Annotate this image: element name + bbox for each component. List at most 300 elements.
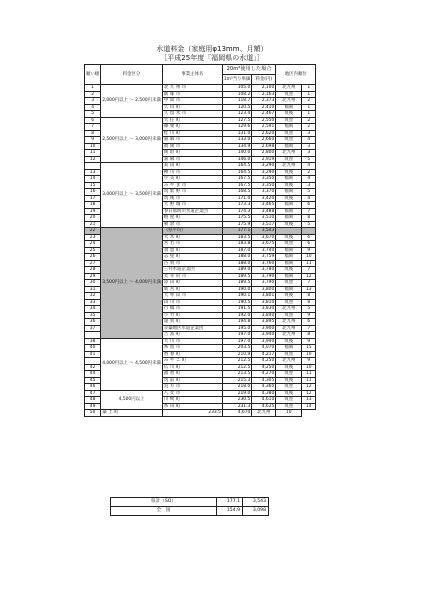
- entity-name-cell: 大野城市: [162, 202, 222, 209]
- fee-cell: 3,801: [252, 293, 276, 300]
- entity-name-cell: 古賀市: [162, 260, 222, 267]
- region-cell: 筑豊: [276, 241, 302, 248]
- entity-name-cell: 大川市: [162, 338, 222, 345]
- region-cell: 筑後: [276, 390, 302, 397]
- unit-price-cell: 231.3: [222, 403, 251, 410]
- entity-name-cell: 三井水道企業団: [162, 267, 222, 274]
- region-cell: 筑後: [276, 111, 302, 118]
- fee-band-cell: 4,000円以上 ～ 4,500円未満: [101, 338, 163, 390]
- unit-price-cell: 187.0: [222, 247, 251, 254]
- unit-price-cell: 131.0: [222, 130, 251, 137]
- entity-name-cell: 行橋市: [162, 306, 222, 313]
- region-cell: 筑豊: [276, 397, 302, 404]
- region-cell: 福岡: [276, 273, 302, 280]
- entity-name-cell: 篠栗町: [162, 124, 222, 131]
- fee-cell: 2,800: [252, 150, 276, 157]
- region-cell: 筑豊: [276, 137, 302, 144]
- unit-price-cell: 189.0: [222, 267, 251, 274]
- rank-cell: 25: [85, 247, 101, 254]
- entity-name-cell: 太宰府市: [162, 273, 222, 280]
- region-rank-cell: 10: [302, 254, 316, 261]
- entity-name-cell: 田川市: [162, 299, 222, 306]
- header-entity: 事業主体名: [162, 65, 222, 85]
- region-rank-cell: 7: [302, 208, 316, 215]
- entity-name-cell: 嘉麻市: [162, 137, 222, 144]
- region-rank-cell: 9: [302, 312, 316, 319]
- rank-cell: 42: [85, 364, 101, 371]
- rank-cell: 45: [85, 377, 101, 384]
- summary-fee-prefecture: 3,543: [243, 498, 269, 507]
- fee-cell: 3,517: [252, 221, 276, 228]
- rank-cell: 35: [85, 312, 101, 319]
- entity-name-cell: 柳川市: [162, 169, 222, 176]
- rank-cell: 48: [85, 397, 101, 404]
- fee-cell: 4,305: [252, 377, 276, 384]
- water-fee-table: [84, 64, 316, 417]
- region-cell: 福岡: [276, 202, 302, 209]
- region-cell: 筑後: [276, 293, 302, 300]
- fee-cell: 3,510: [252, 215, 276, 222]
- entity-name-cell: 香春町: [162, 351, 222, 358]
- unit-price-cell: 190.5: [222, 299, 251, 306]
- region-cell: 筑後: [276, 221, 302, 228]
- region-rank-cell: 12: [302, 273, 316, 280]
- region-cell: 筑豊: [276, 384, 302, 391]
- entity-name-cell: 朝倉市: [162, 221, 222, 228]
- region-cell: 福岡: [276, 215, 302, 222]
- region-cell: 北九州: [276, 163, 302, 170]
- region-rank-cell: 8: [302, 299, 316, 306]
- rank-cell: 49: [85, 403, 101, 410]
- rank-cell: 15: [85, 182, 101, 189]
- region-rank-cell: 3: [302, 130, 316, 137]
- fee-cell: 4,270: [252, 371, 276, 378]
- entity-name-cell: 大牟田市: [162, 293, 222, 300]
- fee-cell: 3,900: [252, 325, 276, 332]
- rank-cell: 38: [85, 338, 101, 345]
- entity-name-cell: 広川町: [162, 364, 222, 371]
- unit-price-cell: 215.3: [222, 377, 251, 384]
- fee-cell: 4,217: [252, 351, 276, 358]
- entity-name-cell: 添田町: [162, 280, 222, 287]
- fee-cell: 2,467: [252, 111, 276, 118]
- entity-name-cell: 八女市: [162, 390, 222, 397]
- entity-name-cell: 北九州市: [162, 85, 222, 92]
- rank-cell: 8: [85, 130, 101, 137]
- fee-cell: 2,660: [252, 137, 276, 144]
- region-rank-cell: 3: [302, 143, 316, 150]
- unit-price-cell: 219.0: [222, 390, 251, 397]
- region-cell: 筑豊: [276, 117, 302, 124]
- region-cell: 筑後: [276, 377, 302, 384]
- unit-price-cell: 171.0: [222, 195, 251, 202]
- entity-name-cell: 桂川町: [162, 130, 222, 137]
- summary-table: [110, 497, 269, 516]
- fee-cell: 3,488: [252, 208, 276, 215]
- region-cell: 筑豊: [276, 91, 302, 98]
- document-subtitle: ［平成25年度「福岡県の水道」］: [160, 54, 264, 62]
- entity-name-cell: （県平均）: [162, 228, 222, 235]
- rank-cell: 17: [85, 195, 101, 202]
- unit-price-cell: 188.0: [222, 254, 251, 261]
- unit-price-cell: 197.0: [222, 332, 251, 339]
- entity-name-cell: 飯塚市: [162, 91, 222, 98]
- entity-name-cell: 糸島市: [162, 345, 222, 352]
- region-cell: 北九州: [276, 98, 302, 105]
- unit-price-cell: 127.5: [222, 117, 251, 124]
- fee-cell: 2,591: [252, 124, 276, 131]
- region-rank-cell: 7: [302, 325, 316, 332]
- region-rank-cell: 10: [302, 351, 316, 358]
- entity-name-cell: みやこ町: [162, 358, 222, 365]
- unit-price-cell: 167.5: [222, 176, 251, 183]
- unit-price-cell: 175.5: [222, 215, 251, 222]
- fee-cell: 4,250: [252, 358, 276, 365]
- region-cell: 福岡: [276, 189, 302, 196]
- region-cell: 筑後: [276, 364, 302, 371]
- region-rank-cell: 12: [302, 390, 316, 397]
- region-rank-cell: 13: [302, 397, 316, 404]
- region-cell: 筑豊: [276, 299, 302, 306]
- region-rank-cell: 8: [302, 293, 316, 300]
- header-rank: 順い順: [85, 65, 101, 85]
- rank-cell: 5: [85, 111, 101, 118]
- rank-cell: 9: [85, 137, 101, 144]
- region-rank-cell: 8: [302, 215, 316, 222]
- rank-cell: 13: [85, 169, 101, 176]
- fee-cell: 3,790: [252, 273, 276, 280]
- unit-price-cell: 134.9: [222, 143, 251, 150]
- region-rank-cell: 1: [302, 104, 316, 111]
- unit-price-cell: 164.5: [222, 163, 251, 170]
- unit-price-cell: 108.2: [222, 91, 251, 98]
- region-rank-cell: 1: [302, 111, 316, 118]
- unit-price-cell: 192.0: [222, 312, 251, 319]
- region-cell: 北九州: [276, 332, 302, 339]
- fee-cell: 3,675: [252, 241, 276, 248]
- fee-cell: 4,070: [252, 345, 276, 352]
- region-cell: 筑豊: [276, 371, 302, 378]
- unit-price-cell: 129.6: [222, 124, 251, 131]
- entity-name-cell: 糸田町: [162, 403, 222, 410]
- region-rank-cell: 2: [302, 117, 316, 124]
- region-rank-cell: 5: [302, 189, 316, 196]
- entity-name-cell: 嘉麻市: [162, 156, 222, 163]
- fee-cell: 3,940: [252, 338, 276, 345]
- rank-cell: 3: [85, 98, 101, 105]
- header-20m3: 20m³使用した場合: [222, 65, 275, 75]
- entity-name-cell: 須恵町: [162, 247, 222, 254]
- unit-price-cell: 164.5: [222, 169, 251, 176]
- region-rank-cell: 9: [302, 247, 316, 254]
- fee-cell: 3,670: [252, 234, 276, 241]
- region-rank-cell: 3: [302, 182, 316, 189]
- unit-price-cell: 210.9: [222, 351, 251, 358]
- unit-price-cell: 168.5: [222, 189, 251, 196]
- region-cell: 筑後: [276, 195, 302, 202]
- unit-price-cell: 120.5: [222, 104, 251, 111]
- fee-cell: 3,290: [252, 169, 276, 176]
- fee-cell: 2,163: [252, 91, 276, 98]
- entity-name-cell: 筑後市: [162, 195, 222, 202]
- rank-cell: 24: [85, 241, 101, 248]
- fee-cell: 4,360: [252, 384, 276, 391]
- region-cell: 福岡: [276, 104, 302, 111]
- fee-cell: 3,465: [252, 202, 276, 209]
- fee-band-cell: 2,000円以上 ～ 2,500円未満: [101, 85, 163, 118]
- region-rank-cell: 12: [302, 384, 316, 391]
- region-cell: 福岡: [276, 208, 302, 215]
- region-cell: 北九州: [252, 410, 276, 417]
- unit-price-cell: 118.7: [222, 98, 251, 105]
- unit-price-cell: 218.0: [222, 384, 251, 391]
- unit-price-cell: 173.3: [222, 202, 251, 209]
- unit-price-cell: 123.4: [222, 111, 251, 118]
- fee-cell: 2,373: [252, 98, 276, 105]
- unit-price-cell: 167.5: [222, 182, 251, 189]
- region-cell: 北九州: [276, 319, 302, 326]
- region-cell: 福岡: [276, 124, 302, 131]
- entity-name-cell: 岡垣町: [162, 150, 222, 157]
- fee-cell: 2,100: [252, 85, 276, 92]
- fee-cell: 3,290: [252, 163, 276, 170]
- rank-cell: 27: [85, 260, 101, 267]
- header-region-rank: 地区内順位: [276, 65, 316, 85]
- entity-name-cell: 大任町: [162, 117, 222, 124]
- rank-cell: 47: [85, 390, 101, 397]
- region-rank-cell: 11: [302, 260, 316, 267]
- region-rank-cell: 14: [302, 403, 316, 410]
- summary-fee-national: 3,098: [243, 507, 269, 516]
- rank-cell: 11: [85, 150, 101, 157]
- region-rank-cell: 2: [302, 98, 316, 105]
- entity-name-cell: 宇美町: [162, 176, 222, 183]
- header-unit-price: 1m³当り単価: [222, 75, 251, 85]
- rank-cell: 2: [85, 91, 101, 98]
- entity-name-cell: 中間市: [162, 98, 222, 105]
- rank-cell: 41: [85, 351, 101, 358]
- region-cell: 北九州: [276, 306, 302, 313]
- region-rank-cell: 9: [302, 358, 316, 365]
- entity-name-cell: 新宮町: [162, 286, 222, 293]
- region-cell: 筑後: [276, 169, 302, 176]
- region-rank-cell: 10: [276, 410, 302, 417]
- region-rank-cell: 13: [302, 286, 316, 293]
- rank-cell: 7: [85, 124, 101, 131]
- region-rank-cell: 5: [302, 306, 316, 313]
- entity-name-cell: 粕屋町: [162, 215, 222, 222]
- region-rank-cell: 11: [302, 371, 316, 378]
- region-cell: 福岡: [276, 260, 302, 267]
- region-cell: 福岡: [276, 286, 302, 293]
- unit-price-cell: 140.0: [222, 150, 251, 157]
- region-rank-cell: 5: [302, 221, 316, 228]
- rank-cell: 30: [85, 280, 101, 287]
- rank-cell: 50: [85, 410, 101, 417]
- region-cell: 北九州: [276, 150, 302, 157]
- unit-price-cell: 183.8: [222, 241, 251, 248]
- entity-name-cell: 直方市: [162, 384, 222, 391]
- region-cell: 筑豊: [276, 312, 302, 319]
- rank-cell: 32: [85, 293, 101, 300]
- rank-cell: 46: [85, 384, 101, 391]
- entity-name-cell: 志免町: [162, 254, 222, 261]
- region-cell: 筑後: [276, 234, 302, 241]
- unit-price-cell: 195.0: [222, 325, 251, 332]
- rank-cell: 33: [85, 299, 101, 306]
- fee-cell: 3,760: [252, 260, 276, 267]
- rank-cell: 28: [85, 267, 101, 274]
- entity-name-cell: 京築地区水道企業団: [162, 325, 222, 332]
- fee-cell: 3,350: [252, 182, 276, 189]
- region-cell: 筑豊: [276, 351, 302, 358]
- unit-price-cell: 189.5: [222, 273, 251, 280]
- fee-cell: 3,800: [252, 286, 276, 293]
- fee-cell: 3,940: [252, 332, 276, 339]
- entity-name-cell: 小竹町: [162, 312, 222, 319]
- rank-cell: 6: [85, 117, 101, 124]
- entity-name-cell: みやま市: [162, 182, 222, 189]
- unit-price-cell: 213.5: [222, 371, 251, 378]
- unit-price-cell: 212.5: [222, 358, 251, 365]
- fee-cell: 2,698: [252, 143, 276, 150]
- region-cell: 筑後: [276, 182, 302, 189]
- fee-band-cell: 2,500円以上 ～ 3,000円未満: [101, 117, 163, 163]
- rank-cell: 20: [85, 215, 101, 222]
- region-cell: 北九州: [276, 358, 302, 365]
- entity-name-cell: 遠賀町: [162, 319, 222, 326]
- header-band: 料金区分: [101, 65, 163, 85]
- region-rank-cell: 3: [302, 150, 316, 157]
- entity-name-cell: 春日那珂川水道企業団: [162, 208, 222, 215]
- fee-cell: 4,670: [222, 410, 251, 417]
- summary-label-prefecture: 県計（SO）: [111, 498, 217, 507]
- region-rank-cell: 4: [302, 195, 316, 202]
- rank-cell: 31: [85, 286, 101, 293]
- fee-cell: 3,370: [252, 189, 276, 196]
- rank-cell: 21: [85, 221, 101, 228]
- rank-cell: 26: [85, 254, 101, 261]
- region-rank-cell: 4: [302, 176, 316, 183]
- entity-name-cell: 川崎町: [162, 397, 222, 404]
- region-rank-cell: 8: [302, 332, 316, 339]
- unit-price-cell: 174.3: [222, 208, 251, 215]
- entity-name-cell: 福智町: [162, 371, 222, 378]
- unit-price-cell: 233.5: [162, 410, 222, 417]
- entity-name-cell: 吉富町: [162, 332, 222, 339]
- fee-cell: 2,410: [252, 104, 276, 111]
- entity-name-cell: 大木町: [162, 234, 222, 241]
- rank-cell: 40: [85, 345, 101, 352]
- rank-cell: 34: [85, 306, 101, 313]
- unit-price-cell: 194.8: [222, 319, 251, 326]
- region-cell: 福岡: [276, 176, 302, 183]
- region-rank-cell: 6: [302, 241, 316, 248]
- unit-price-cell: 183.5: [222, 234, 251, 241]
- rank-cell: 23: [85, 234, 101, 241]
- fee-cell: 4,380: [252, 390, 276, 397]
- region-rank-cell: 4: [302, 163, 316, 170]
- region-rank-cell: 9: [302, 338, 316, 345]
- region-rank-cell: 10: [302, 364, 316, 371]
- document-title: 水道料金（家庭用φ13mm、月額）: [156, 45, 268, 53]
- entity-name-cell: 久山町: [162, 104, 222, 111]
- fee-cell: 3,780: [252, 267, 276, 274]
- region-cell: 福岡: [276, 247, 302, 254]
- header-fee: 料金(円): [252, 75, 276, 85]
- fee-band-cell: 3,000円以上 ～ 3,500円未満: [101, 163, 163, 228]
- fee-cell: 3,740: [252, 247, 276, 254]
- unit-price-cell: 190.1: [222, 293, 251, 300]
- region-rank-cell: 1: [302, 85, 316, 92]
- rank-cell: 19: [85, 208, 101, 215]
- entity-name-cell: 筑紫野市: [162, 189, 222, 196]
- unit-price-cell: 175.9: [222, 221, 251, 228]
- entity-name-cell: 苅田町: [162, 163, 222, 170]
- unit-price-cell: 105.0: [222, 85, 251, 92]
- region-rank-cell: 2: [302, 169, 316, 176]
- unit-price-cell: 133.0: [222, 137, 251, 144]
- region-cell: 筑豊: [276, 130, 302, 137]
- fee-cell: 2,620: [252, 130, 276, 137]
- fee-cell: 3,350: [252, 176, 276, 183]
- region-cell: 筑後: [276, 338, 302, 345]
- fee-cell: 4,250: [252, 364, 276, 371]
- region-rank-cell: 1: [302, 91, 316, 98]
- unit-price-cell: 203.5: [222, 345, 251, 352]
- fee-cell: 3,830: [252, 306, 276, 313]
- entity-name-cell: 久留米市: [162, 111, 222, 118]
- region-rank-cell: 7: [302, 280, 316, 287]
- region-rank-cell: 5: [302, 156, 316, 163]
- unit-price-cell: 197.0: [222, 338, 251, 345]
- rank-cell: 16: [85, 189, 101, 196]
- unit-price-cell: 189.5: [222, 280, 251, 287]
- fee-band-cell: 3,500円以上 ～ 4,000円未満: [101, 228, 163, 339]
- entity-name-cell: 福岡市: [162, 143, 222, 150]
- region-cell: 筑豊: [276, 280, 302, 287]
- summary-label-national: 全 国: [111, 507, 217, 516]
- fee-cell: 3,790: [252, 280, 276, 287]
- rank-cell: 37: [85, 325, 101, 332]
- fee-cell: 4,610: [252, 397, 276, 404]
- fee-cell: 2,550: [252, 117, 276, 124]
- rank-cell: 29: [85, 273, 101, 280]
- rank-cell: 14: [85, 176, 101, 183]
- unit-price-cell: 188.0: [222, 260, 251, 267]
- summary-unit-national: 154.9: [217, 507, 243, 516]
- rank-cell: 36: [85, 319, 101, 326]
- fee-cell: 4,625: [252, 403, 276, 410]
- table-row: [85, 410, 316, 417]
- rank-cell: 22: [85, 228, 101, 235]
- region-cell: 福岡: [276, 345, 302, 352]
- region-cell: 筑豊: [276, 156, 302, 163]
- rank-cell: 18: [85, 202, 101, 209]
- entity-name-cell: 宮若市: [162, 241, 222, 248]
- unit-price-cell: 191.5: [222, 306, 251, 313]
- region-cell: 福岡: [276, 254, 302, 261]
- region-rank-cell: 6: [302, 202, 316, 209]
- entity-name-cell: 筑前町: [162, 377, 222, 384]
- fee-cell: 3,840: [252, 312, 276, 319]
- fee-cell: 3,895: [252, 319, 276, 326]
- unit-price-cell: 212.5: [222, 364, 251, 371]
- region-rank-cell: 6: [302, 234, 316, 241]
- region-rank-cell: 6: [302, 319, 316, 326]
- rank-cell: 1: [85, 85, 101, 92]
- region-cell: 北九州: [276, 325, 302, 332]
